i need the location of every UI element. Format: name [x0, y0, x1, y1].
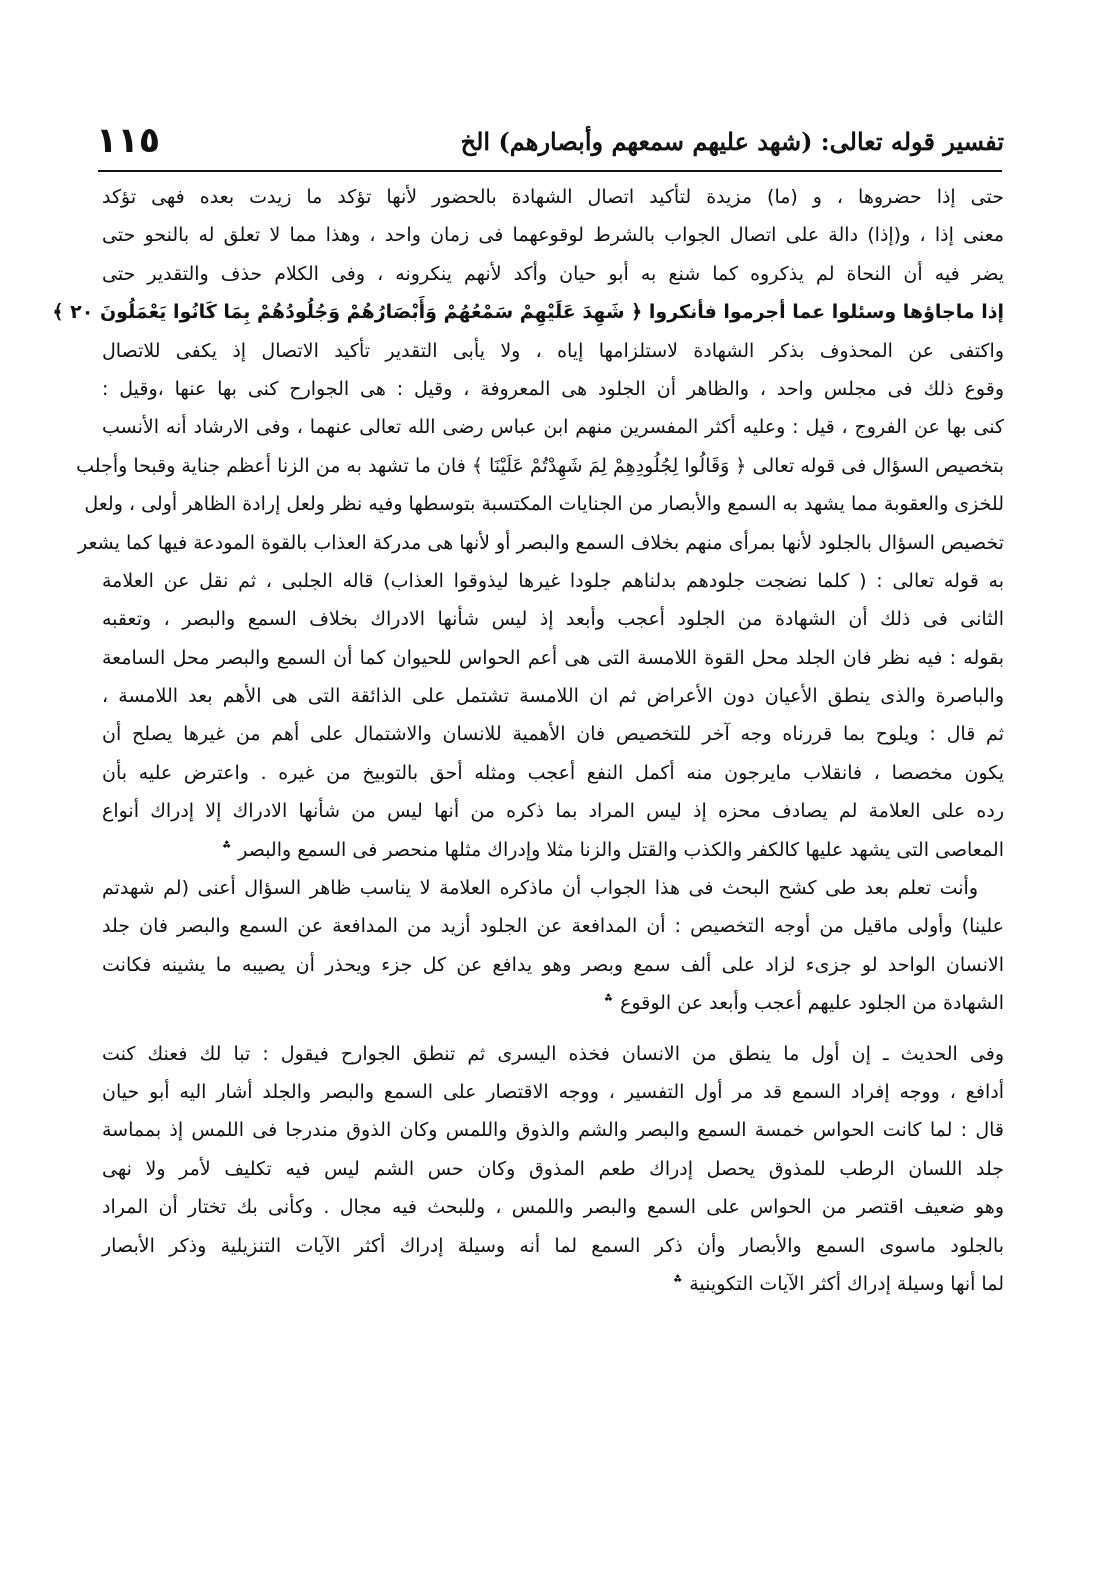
text-line: بالجلود ماسوى السمع والأبصار وأن ذكر السمع لما أنه وسيلة إدراك أكثر الآيات التنزيلية وذكر الأبصار [102, 1234, 1004, 1257]
text-line: الانسان الواحد لو جزىء لزاد على ألف سمع وبصر وهو يدافع عن كل جزء ويحذر أن يصيبه ما يشينه فكانت [102, 953, 1004, 976]
quran-verse-line: إذا ماجاؤها وسئلوا عما أجرموا فأنكروا ﴿ شَهِدَ عَلَيْهِمْ سَمْعُهُمْ وَأَبْصَارُهُمْ وَجُلُودُهُمْ بِمَا كَانُوا يَعْمَلُونَ ٢٠ ﴾ [52, 301, 1004, 324]
paragraph-start-line: وأنت تعلم بعد طى كشح البحث فى هذا الجواب أن ماذكره العلامة لا يناسب ظاهر السؤال أعنى (لم شهدتم [102, 877, 978, 900]
text-line: رده على العلامة لم يصادف محزه إذ ليس المراد بما ذكره من أنها ليس من شأنها الادراك إلا إدراك أنواع [102, 800, 1004, 823]
text-line: بقوله : فيه نظر فان الجلد محل القوة اللامسة التى هى أعم الحواس للحيوان كما أن السمع والبصر محل السامعة [102, 646, 1004, 669]
text-line: ثم قال : ويلوح بما قررناه وجه آخر للتخصيص فان الأهمية للانسان والاشتمال على أهم من غيرها يصلح أن [102, 723, 1004, 746]
text-line: واكتفى عن المحذوف بذكر الشهادة لاستلزامها إياه ، ولا يأبى التقدير تأكيد الاتصال إذ يكفى للاتصال [102, 339, 1004, 362]
text-line: كنى بها عن الفروج ، قيل : وعليه أكثر المفسرين منهم ابن عباس رضى الله تعالى عنهما ، وفى الارشاد أنه الأنسب [102, 416, 1004, 439]
text-line: تخصيص السؤال بالجلود لأنها بمرأى منهم بخلاف السمع والبصر أو لأنها هى مدركة العذاب بالقوة المودعة فيها كما يشعر [78, 531, 1004, 554]
text-line: قال : لما كانت الحواس خمسة السمع والبصر والشم والذوق واللمس وكان الذوق مندرجا فى اللمس إذ بمماسة [102, 1119, 1004, 1142]
text-line: علينا) وأولى ماقيل من أوجه التخصيص : أن المدافعة عن الجلود أزيد من المدافعة عن السمع والبصر فان جلد [102, 915, 1004, 938]
paragraph-end-line: الشهادة من الجلود عليهم أعجب وأبعد عن الوقوع ؞ [602, 992, 1004, 1015]
text-line: جلد اللسان الرطب للمذوق يحصل إدراك طعم المذوق وكان حس الشم ليس فيه تكليف لأمر ولا نهى [102, 1157, 1004, 1180]
running-title: تفسير قوله تعالى: (شهد عليهم سمعهم وأبصارهم) الخ [460, 126, 1004, 156]
text-line: والباصرة والذى ينطق الأعيان دون الأعراض ثم ان اللامسة تشتمل على الذائقة التى هى الأهم بعد اللامسة ، [102, 685, 1004, 708]
page-number: ١١٥ [96, 121, 161, 161]
text-line: معنى إذا ، و(إذا) دالة على اتصال الجواب بالشرط لوقوعهما فى زمان واحد ، وهذا مما لا تعلق له بالنحو حتى [102, 224, 1004, 247]
text-line: وهو ضعيف اقتصر من الحواس على السمع والبصر واللمس ، وللبحث فيه مجال . وكأنى بك تختار أن المراد [102, 1196, 1004, 1219]
body-text [52, 178, 1004, 1303]
text-line: وقوع ذلك فى مجلس واحد ، والظاهر أن الجلود هى المعروفة ، وقيل : هى الجوارح كنى بها عنها ،وقيل : [102, 377, 1004, 400]
running-head [96, 116, 1004, 166]
text-line: يكون مخصصا ، فانقلاب مايرجون منه أكمل النفع أعجب ومثله أحق بالتوبيخ من غيره . واعترض عليه بأن [102, 761, 1004, 784]
text-line: أدافع ، ووجه إفراد السمع قد مر أول التفسير ، ووجه الاقتصار على السمع والبصر والجلد أشار اليه أبو حيان [102, 1080, 1004, 1103]
text-line: للخزى والعقوبة مما يشهد به السمع والأبصار من الجنايات المكتسبة بتوسطها وفيه نظر ولعل إرادة الظاهر أولى ، ولعل [84, 493, 1004, 516]
paragraph-end-line: لما أنها وسيلة إدراك أكثر الآيات التكوينية ؞ [672, 1272, 1004, 1295]
header-rule [98, 170, 1002, 172]
text-line: يضر فيه أن النحاة لم يذكروه كما شنع به أبو حيان وأكد لأنهم ينكرونه ، وفى الكلام حذف والتقدير حتى [102, 262, 1004, 285]
paragraph-end-line: المعاصى التى يشهد عليها كالكفر والكذب والقتل والزنا مثلا وإدراك مثلها منحصر فى السمع والبصر ؞ [221, 838, 1004, 861]
paragraph-start-line: وفى الحديث ـ إن أول ما ينطق من الانسان فخذه اليسرى ثم تنطق الجوارح فيقول : تبا لك فعنك كنت [102, 1042, 1004, 1065]
text-line: حتى إذا حضروها ، و (ما) مزيدة لتأكيد اتصال الشهادة بالحضور لأنها تؤكد ما زيدت بعده فهى تؤكد [102, 186, 1004, 208]
quran-verse-line: بتخصيص السؤال فى قوله تعالى ﴿ وَقَالُوا لِجُلُودِهِمْ لِمَ شَهِدْتُمْ عَلَيْنَا ﴾ فان ما تشهد به من الزنا أعظم جناية وقبحا وأجلب [76, 454, 1004, 477]
text-line: الثانى فى ذلك أن الشهادة من الجلود أعجب وأبعد إذ ليس شأنها الادراك بخلاف السمع والبصر ، وتعقبه [102, 608, 1004, 631]
text-line: به قوله تعالى : ( كلما نضجت جلودهم بدلناهم جلودا غيرها ليذوقوا العذاب) قاله الجلبى ، ثم نقل عن العلامة [102, 569, 1004, 592]
